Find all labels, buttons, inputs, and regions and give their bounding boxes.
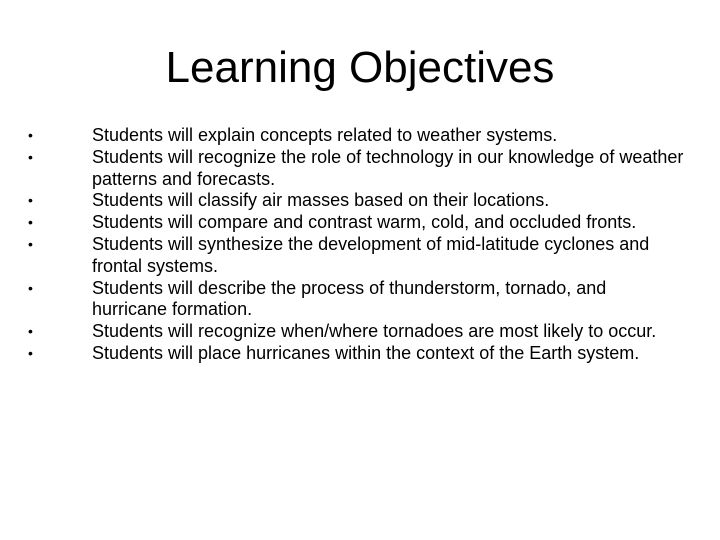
objective-text: Students will recognize the role of technology in our knowledge of weather patterns and forecasts. [92, 146, 684, 189]
list-item [26, 147, 686, 191]
bullet-icon: • [28, 235, 33, 252]
bullet-icon: • [28, 127, 33, 143]
objective-text: Students will explain concepts related to weather systems. [92, 125, 558, 145]
list-item [26, 234, 686, 278]
objective-text: Students will classify air masses based on their locations. [92, 190, 550, 211]
slide-title: Learning Objectives [165, 43, 555, 92]
objectives-list [26, 125, 686, 365]
bullet-icon: • [28, 148, 33, 165]
objective-text: Students will describe the process of thunderstorm, tornado, and hurricane formation. [92, 277, 607, 320]
bullet-icon: • [28, 323, 33, 340]
list-item [26, 321, 686, 343]
list-item [26, 278, 686, 322]
list-item [26, 125, 686, 147]
objective-text: Students will compare and contrast warm, cold, and occluded fronts. [92, 212, 637, 233]
list-item [26, 343, 686, 365]
bullet-icon: • [28, 344, 33, 361]
bullet-icon: • [28, 214, 33, 231]
objective-text: Students will place hurricanes within the context of the Earth system. [92, 342, 640, 363]
list-item [26, 212, 686, 234]
bullet-icon: • [28, 192, 33, 209]
objective-text: Students will synthesize the development of mid-latitude cyclones and frontal systems. [92, 233, 650, 276]
bullet-icon: • [28, 279, 33, 296]
list-item [26, 190, 686, 212]
objective-text: Students will recognize when/where tornadoes are most likely to occur. [92, 321, 657, 342]
